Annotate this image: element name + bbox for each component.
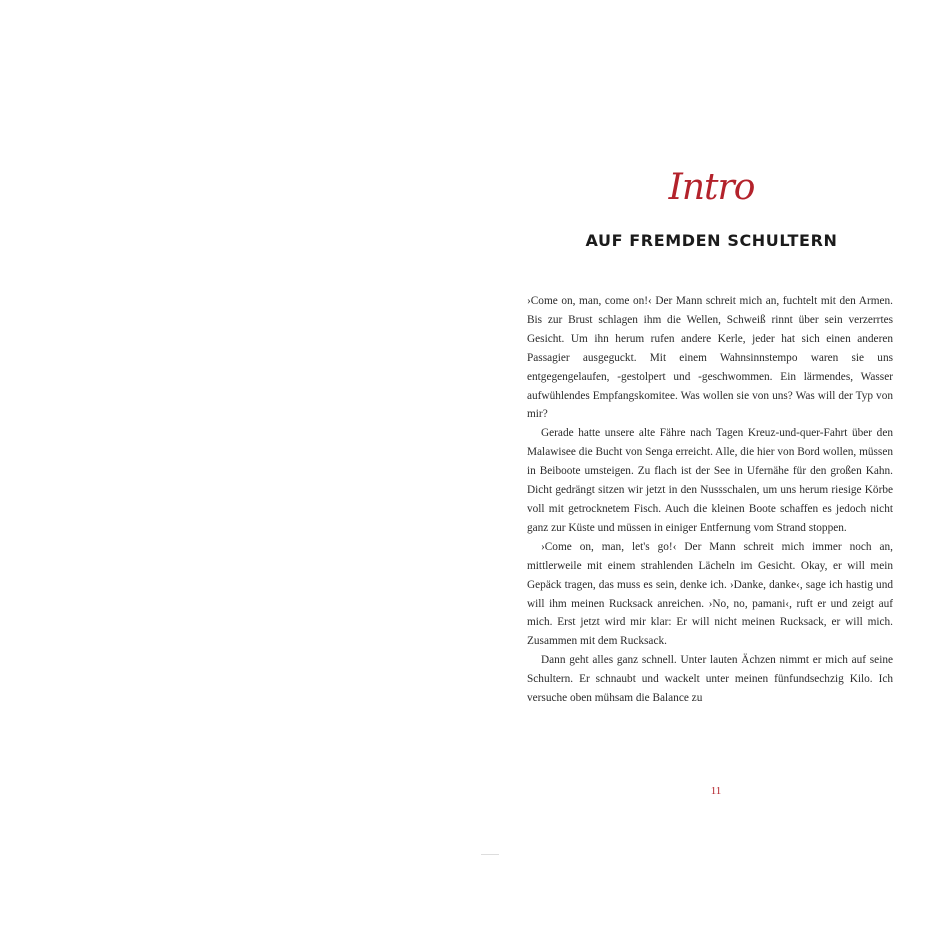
chapter-title: AUF FREMDEN SCHULTERN [585, 231, 838, 250]
paragraph: Dann geht alles ganz schnell. Unter lauten Ächzen nimmt er mich auf seine Schultern. Er schnaubt und wackelt unter meinen fünfundsechzig Kilo. Ich versuche oben mühsam die Balance zu [527, 654, 893, 705]
paragraph: ›Come on, man, let's go!‹ Der Mann schreit mich immer noch an, mittlerweile mit einem strahlenden Lächeln im Gesicht. Okay, er will mein Gepäck tragen, das muss es sein, denke ich. ›Danke, danke‹, sage ich hastig und will ihm meinen Rucksack anreichen. ›No, no, pamani‹, ruft er und zeigt auf mich. Erst jetzt wird mir klar: Er will nicht meinen Rucksack, er will mich. Zusammen mit dem Rucksack. [527, 540, 893, 648]
body-text [527, 292, 893, 708]
page-number: 11 [710, 785, 722, 797]
paragraph: ›Come on, man, come on!‹ Der Mann schreit mich an, fuchtelt mit den Armen. Bis zur Brust schlagen ihm die Wellen, Schweiß rinnt über sein verzerrtes Gesicht. Um ihn herum rufen andere Kerle, jeder hat sich einen anderen Passagier ausgeguckt. Mit einem Wahnsinnstempo waren sie uns entgegengelaufen, -gestolpert und -geschwommen. Ein lärmendes, Wasser aufwühlendes Empfangskomitee. Was wollen sie von uns? Was will der Typ von mir? [527, 295, 893, 421]
paragraph: Gerade hatte unsere alte Fähre nach Tagen Kreuz-und-quer-Fahrt über den Malawisee die Bucht von Senga erreicht. Alle, die hier von Bord wollen, müssen in Beiboote umsteigen. Zu flach ist der See in Ufernähe für den großen Kahn. Dicht gedrängt sitzen wir jetzt in den Nussschalen, um uns herum riesige Körbe voll mit getrocknetem Fisch. Auch die kleinen Boote schaffen es jedoch nicht ganz zur Küste und müssen in einiger Entfernung vom Strand stoppen. [527, 427, 893, 534]
chapter-label: Intro [668, 167, 755, 208]
right-page [500, 0, 944, 944]
gutter-mark [481, 854, 499, 855]
